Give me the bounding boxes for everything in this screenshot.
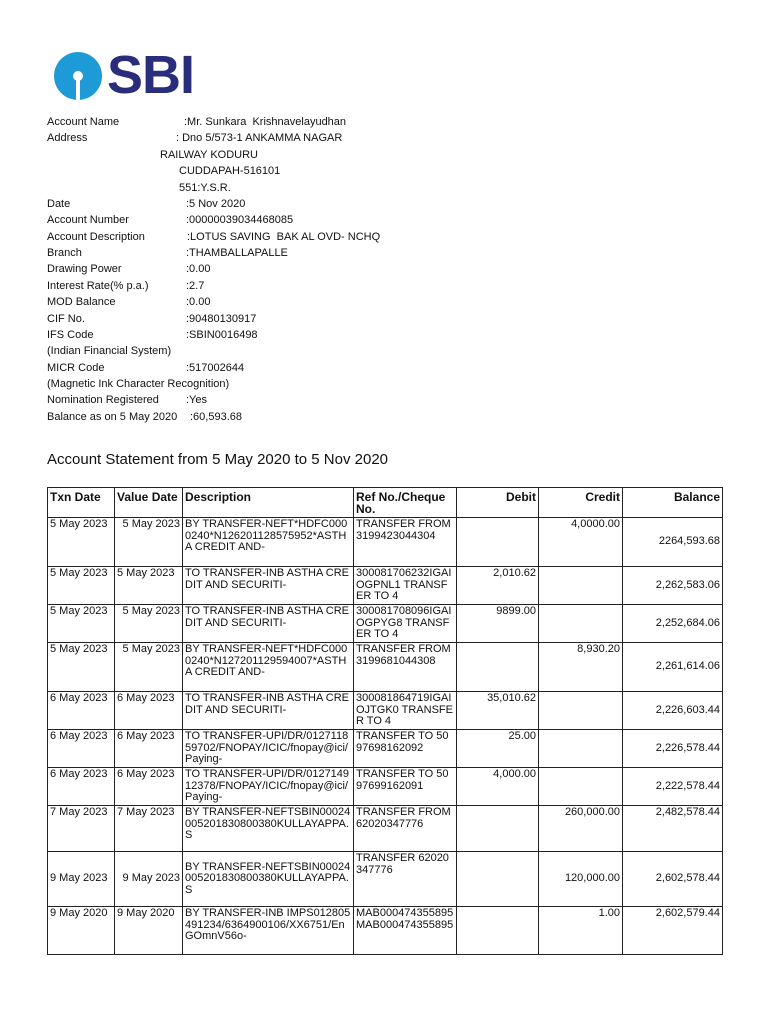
cell-description: BY TRANSFER-INB IMPS012805491234/6364900106/XX6751/EnGOmnV56o- (183, 907, 354, 955)
cell-description: BY TRANSFER-NEFT*HDFC0000240*N127201129594007*ASTHA CREDIT AND- (183, 643, 354, 692)
cell-description: TO TRANSFER-UPI/DR/012714912378/FNOPAY/ICIC/fnopay@ici/Paying- (183, 768, 354, 806)
cell-ref: TRANSFER FROM 3199423044304 (354, 518, 457, 567)
sbi-keyhole-icon (54, 52, 102, 100)
cell-balance: 2,226,603.44 (623, 692, 723, 730)
cell-description: TO TRANSFER-INB ASTHA CREDIT AND SECURITI- (183, 567, 354, 605)
cell-txn-date: 9 May 2023 (48, 852, 115, 907)
table-row (48, 806, 723, 852)
logo-text: SBI (107, 45, 195, 105)
cell-txn-date: 9 May 2020 (48, 907, 115, 955)
cell-value-date: 6 May 2023 (115, 730, 183, 768)
cell-ref: TRANSFER FROM 3199681044308 (354, 643, 457, 692)
cell-txn-date: 5 May 2023 (48, 643, 115, 692)
table-row (48, 692, 723, 730)
cell-credit: 8,930.20 (539, 643, 623, 692)
cell-debit: 35,010.62 (457, 692, 539, 730)
cell-value-date: 5 May 2023 (115, 605, 183, 643)
table-row (48, 605, 723, 643)
cell-ref: TRANSFER 62020347776 (354, 852, 457, 907)
statement-title: Account Statement from 5 May 2020 to 5 Nov 2020 (47, 451, 389, 468)
cell-balance: 2,252,684.06 (623, 605, 723, 643)
table-row (48, 518, 723, 567)
cell-credit: 120,000.00 (539, 852, 623, 907)
cell-credit: 4,0000.00 (539, 518, 623, 567)
sbi-logo (54, 45, 204, 106)
cell-description: BY TRANSFER-NEFT*HDFC0000240*N126201128575952*ASTHA CREDIT AND- (183, 518, 354, 567)
cell-debit (457, 852, 539, 907)
cell-balance: 2,222,578.44 (623, 768, 723, 806)
header-debit: Debit (457, 488, 539, 518)
header-txn-date: Txn Date (48, 488, 115, 518)
cell-balance: 2,482,578.44 (623, 806, 723, 852)
cell-ref: 300081864719IGAIOJTGK0 TRANSFER TO 4 (354, 692, 457, 730)
transactions-table (47, 487, 723, 955)
cell-debit (457, 518, 539, 567)
cell-credit (539, 768, 623, 806)
cell-credit (539, 692, 623, 730)
header-description: Description (183, 488, 354, 518)
header-credit: Credit (539, 488, 623, 518)
cell-debit (457, 643, 539, 692)
cell-balance: 2,602,579.44 (623, 907, 723, 955)
cell-balance: 2,262,583.06 (623, 567, 723, 605)
table-row (48, 567, 723, 605)
cell-txn-date: 5 May 2023 (48, 518, 115, 567)
table-header-row (48, 488, 723, 518)
cell-balance: 2,261,614.06 (623, 643, 723, 692)
cell-value-date: 7 May 2023 (115, 806, 183, 852)
cell-debit (457, 806, 539, 852)
cell-ref: TRANSFER TO 5097699162091 (354, 768, 457, 806)
cell-ref: TRANSFER TO 5097698162092 (354, 730, 457, 768)
cell-value-date: 5 May 2023 (115, 518, 183, 567)
cell-txn-date: 6 May 2023 (48, 730, 115, 768)
cell-credit: 260,000.00 (539, 806, 623, 852)
cell-debit: 25.00 (457, 730, 539, 768)
header-ref-no: Ref No./Cheque No. (354, 488, 457, 518)
cell-credit (539, 567, 623, 605)
cell-debit (457, 907, 539, 955)
cell-description: TO TRANSFER-INB ASTHA CREDIT AND SECURITI- (183, 692, 354, 730)
cell-balance: 2,226,578.44 (623, 730, 723, 768)
cell-balance: 2,602,578.44 (623, 852, 723, 907)
cell-description: TO TRANSFER-UPI/DR/012711859702/FNOPAY/ICIC/fnopay@ici/Paying- (183, 730, 354, 768)
cell-txn-date: 5 May 2023 (48, 567, 115, 605)
cell-debit: 9899.00 (457, 605, 539, 643)
cell-credit (539, 730, 623, 768)
cell-txn-date: 6 May 2023 (48, 692, 115, 730)
table-row (48, 907, 723, 955)
cell-txn-date: 6 May 2023 (48, 768, 115, 806)
table-row (48, 643, 723, 692)
cell-txn-date: 7 May 2023 (48, 806, 115, 852)
header-value-date: Value Date (115, 488, 183, 518)
cell-value-date: 6 May 2023 (115, 768, 183, 806)
table-row (48, 768, 723, 806)
cell-debit: 2,010.62 (457, 567, 539, 605)
cell-description: TO TRANSFER-INB ASTHA CREDIT AND SECURITI- (183, 605, 354, 643)
cell-debit: 4,000.00 (457, 768, 539, 806)
cell-value-date: 5 May 2023 (115, 567, 183, 605)
table-row (48, 852, 723, 907)
cell-ref: MAB000474355895 MAB000474355895 (354, 907, 457, 955)
cell-ref: 300081708096IGAIOGPYG8 TRANSFER TO 4 (354, 605, 457, 643)
cell-value-date: 5 May 2023 (115, 643, 183, 692)
cell-description: BY TRANSFER-NEFTSBIN00024005201830800380KULLAYAPPA.S (183, 806, 354, 852)
cell-credit: 1.00 (539, 907, 623, 955)
cell-description: BY TRANSFER-NEFTSBIN00024005201830800380KULLAYAPPA.S (183, 852, 354, 907)
cell-txn-date: 5 May 2023 (48, 605, 115, 643)
table-row (48, 730, 723, 768)
cell-value-date: 9 May 2020 (115, 907, 183, 955)
cell-ref: TRANSFER FROM 62020347776 (354, 806, 457, 852)
cell-credit (539, 605, 623, 643)
cell-value-date: 6 May 2023 (115, 692, 183, 730)
cell-ref: 300081706232IGAIOGPNL1 TRANSFER TO 4 (354, 567, 457, 605)
header-balance: Balance (623, 488, 723, 518)
cell-balance: 2264,593.68 (623, 518, 723, 567)
cell-value-date: 9 May 2023 (115, 852, 183, 907)
